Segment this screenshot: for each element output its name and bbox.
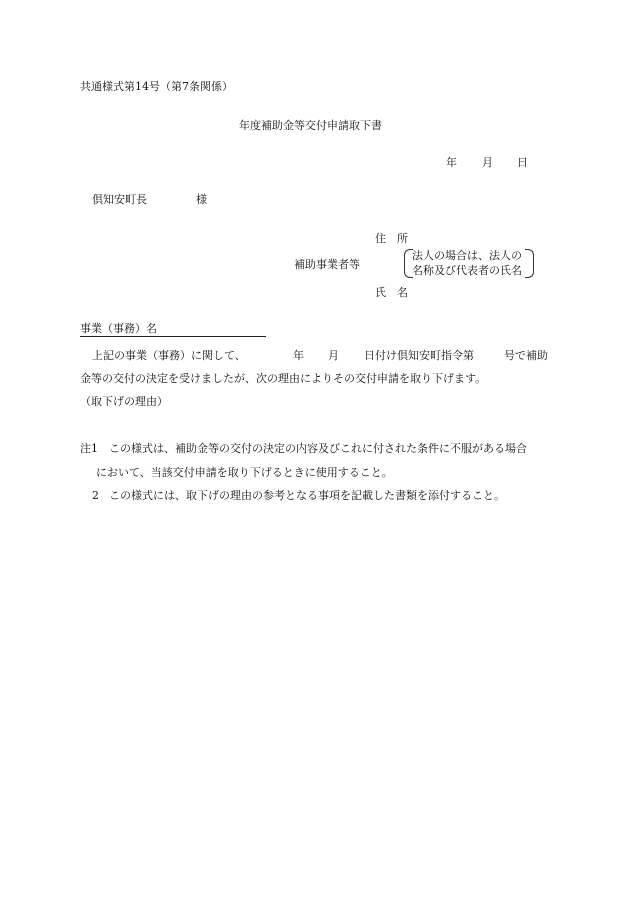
project-name-underline	[80, 336, 266, 337]
reason-label: （取下げの理由）	[80, 395, 168, 408]
name-label: 氏 名	[375, 286, 408, 299]
body-line2: 金等の交付の決定を受けましたが、次の理由によりその交付申請を取り下げます。	[80, 372, 487, 385]
right-bracket	[525, 249, 534, 278]
body-line1-part1: 上記の事業（事務）に関して、	[92, 349, 246, 362]
body-line1-year: 年	[293, 349, 304, 362]
note1-line1: この様式は、補助金等の交付の決定の内容及びこれに付された条件に不服がある場合	[109, 442, 527, 455]
body-line1-part3: 号で補助	[504, 349, 548, 362]
date-year-label: 年	[446, 156, 457, 169]
date-month-label: 月	[482, 156, 493, 169]
corporate-note-line2: 名称及び代表者の氏名	[412, 264, 522, 277]
body-line1-part2: 日付け倶知安町指令第	[364, 349, 474, 362]
body-line1-month: 月	[328, 349, 339, 362]
corporate-note-line1: 法人の場合は、法人の	[412, 249, 522, 262]
note2-line1: この様式には、取下げの理由の参考となる事項を記載した書類を添付すること。	[109, 489, 505, 502]
document-title: 年度補助金等交付申請取下書	[239, 119, 382, 132]
note1-line2: において、当該交付申請を取り下げるときに使用すること。	[96, 466, 393, 479]
note2-marker: 2	[92, 489, 99, 502]
applicant-role-label: 補助事業者等	[294, 258, 360, 271]
recipient-name: 倶知安町長	[92, 193, 147, 206]
project-name-label: 事業（事務）名	[80, 322, 157, 335]
address-label: 住 所	[375, 232, 408, 245]
form-number: 共通様式第14号（第7条関係）	[80, 80, 233, 93]
date-day-label: 日	[517, 156, 528, 169]
note1-marker: 注1	[80, 442, 98, 455]
recipient-honorific: 様	[196, 193, 207, 206]
